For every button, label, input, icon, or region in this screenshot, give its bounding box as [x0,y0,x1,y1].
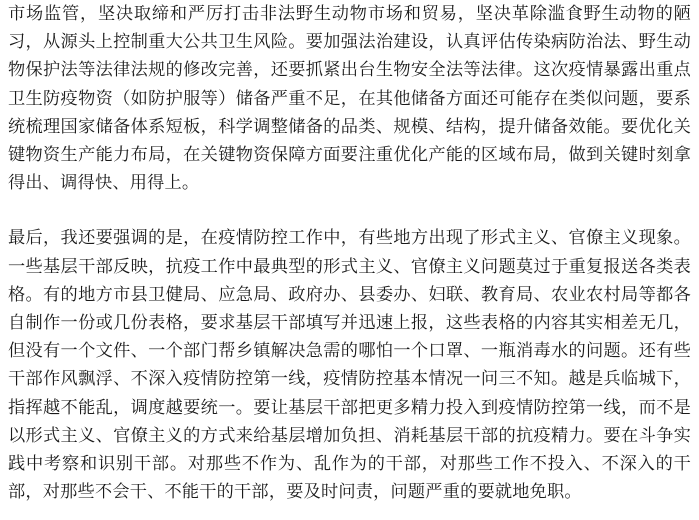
paragraph-2: 最后，我还要强调的是，在疫情防控工作中，有些地方出现了形式主义、官僚主义现象。一些基层干部反映，抗疫工作中最典型的形式主义、官僚主义问题莫过于重复报送各类表格。有的地方市县卫健局、应急局、政府办、县委办、妇联、教育局、农业农村局等都各自制作一份或几份表格，要求基层干部填写并迅速上报，这些表格的内容其实相差无几，但没有一个文件、一个部门帮乡镇解决急需的哪怕一个口罩、一瓶消毒水的问题。还有些干部作风飘浮、不深入疫情防控第一线，疫情防控基本情况一问三不知。越是兵临城下，指挥越不能乱，调度越要统一。要让基层干部把更多精力投入到疫情防控第一线，而不是以形式主义、官僚主义的方式来给基层增加负担、消耗基层干部的抗疫精力。要在斗争实践中考察和识别干部。对那些不作为、乱作为的干部，对那些工作不投入、不深入的干部，对那些不会干、不能干的干部，要及时问责，问题严重的要就地免职。 [8,228,691,503]
paragraph-1: 市场监管，坚决取缔和严厉打击非法野生动物市场和贸易，坚决革除滥食野生动物的陋习，从源头上控制重大公共卫生风险。要加强法治建设，认真评估传染病防治法、野生动物保护法等法律法规的修改完善，还要抓紧出台生物安全法等法律。这次疫情暴露出重点卫生防疫物资（如防护服等）储备严重不足，在其他储备方面还可能存在类似问题，要系统梳理国家储备体系短板，科学调整储备的品类、规模、结构，提升储备效能。要优化关键物资生产能力布局，在关键物资保障方面要注重优化产能的区域布局，做到关键时刻拿得出、调得快、用得上。 [8,4,691,194]
paragraph-spacer [8,197,691,224]
document-body [8,0,691,506]
